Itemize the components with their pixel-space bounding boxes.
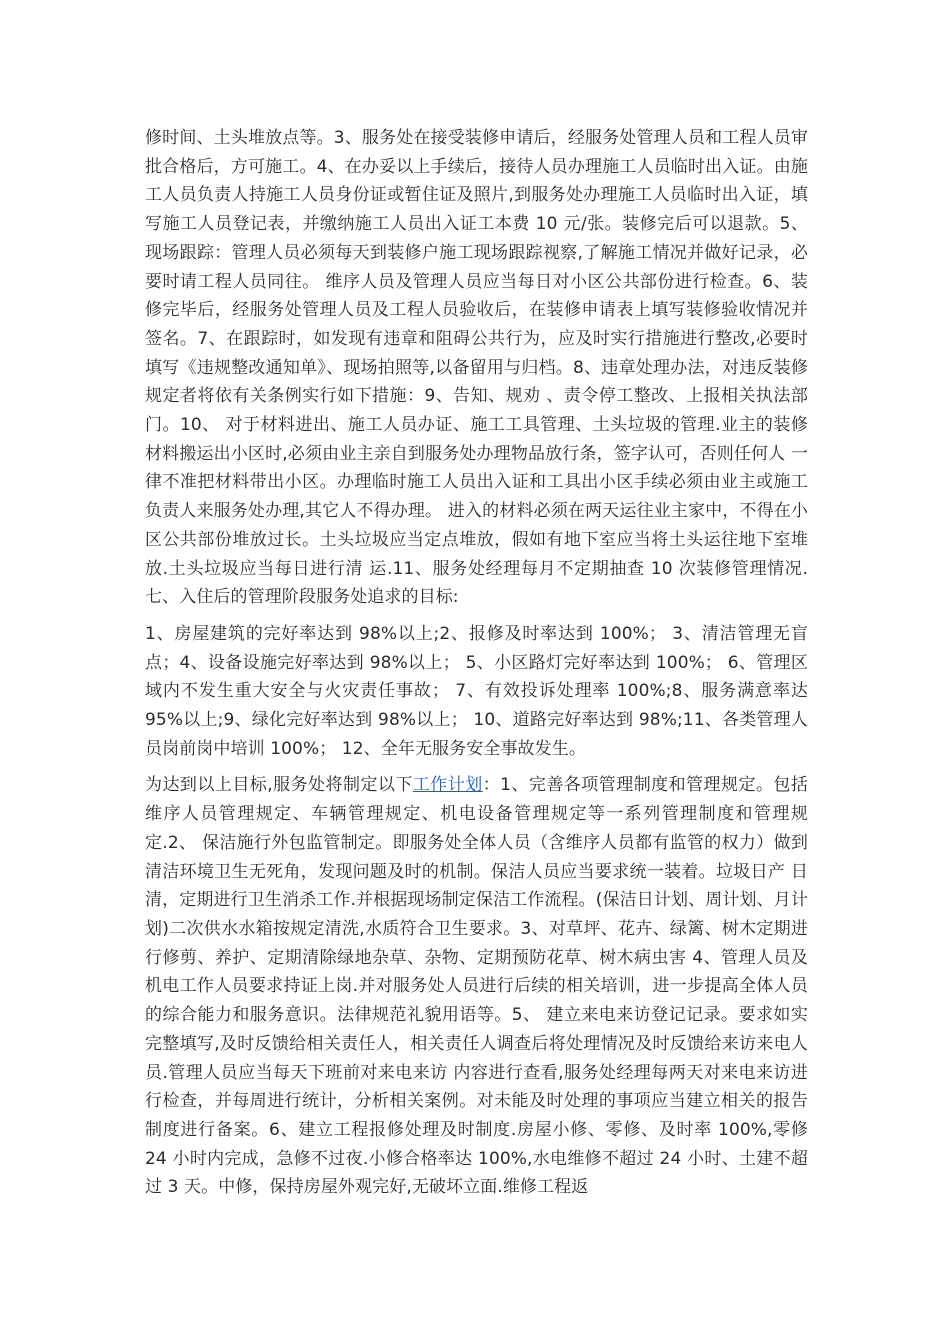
- work-plan-intro: 为达到以上目标,服务处将制定以下: [145, 775, 413, 796]
- paragraph-renovation-management: 修时间、土头堆放点等。3、服务处在接受装修申请后，经服务处管理人员和工程人员审批合格后，方可施工。4、在办妥以上手续后，接待人员办理施工人员临时出入证。由施工人员负责人持施工人员身份证或暂住证及照片,到服务处办理施工人员临时出入证，填写施工人员登记表，并缴纳施工人员出入证工本费 10 元/张。装修完后可以退款。5、现场跟踪：管理人员必须每天到装修户施工现场跟踪视察,了解施工情况并做好记录，必要时请工程人员同往。 维序人员及管理人员应当每日对小区公共部份进行检查。6、装修完毕后，经服务处管理人员及工程人员验收后，在装修申请表上填写装修验收情况并签名。7、在跟踪时，如发现有违章和阻碍公共行为，应及时实行措施进行整改,必要时填写《违规整改通知单》、现场拍照等,以备留用与归档。8、违章处理办法，对违反装修规定者将依有关条例实行如下措施：9、告知、规劝 、责令停工整改、上报相关执法部门。10、 对于材料进出、施工人员办证、施工工具管理、土头垃圾的管理.业主的装修材料搬运出小区时,必须由业主亲自到服务处办理物品放行条，签字认可，否则任何人 一律不准把材料带出小区。办理临时施工人员出入证和工具出小区手续必须由业主或施工负责人来服务处办理,其它人不得办理。 进入的材料必须在两天运往业主家中，不得在小区公共部份堆放过长。土头垃圾应当定点堆放，假如有地下室应当将土头运往地下室堆放.土头垃圾应当每日进行清 运.11、服务处经理每月不定期抽查 10 次装修管理情况.七、入住后的管理阶段服务处追求的目标:: [145, 128, 808, 608]
- paragraph-gap: [145, 612, 808, 620]
- paragraph-gap: [145, 763, 808, 771]
- work-plan-text: ：1、完善各项管理制度和管理规定。包括维序人员管理规定、车辆管理规定、机电设备管理规定等一系列管理制度和管理规定.2、 保洁施行外包监管制定。即服务处全体人员（含维序人员都有监管的权力）做到清洁环境卫生无死角，发现问题及时的机制。保洁人员应当要求统一装着。垃圾日产 日清，定期进行卫生消杀工作.并根据现场制定保洁工作流程。(保洁日计划、周计划、月计划)二次供水水箱按规定清洗,水质符合卫生要求。3、对草坪、花卉、绿篱、树木定期进行修剪、养护、定期清除绿地杂草、杂物、定期预防花草、树木病虫害 4、管理人员及机电工作人员要求持证上岗.并对服务处人员进行后续的相关培训，进一步提高全体人员的综合能力和服务意识。法律规范礼貌用语等。5、 建立来电来访登记记录。要求如实完整填写,及时反馈给相关责任人，相关责任人调查后将处理情况及时反馈给来访来电人员.管理人员应当每天下班前对来电来访 内容进行查看,服务处经理每两天对来电来访进行检查，并每周进行统计，分析相关案例。对未能及时处理的事项应当建立相关的报告制度进行备案。6、建立工程报修处理及时制度.房屋小修、零修、及时率 100%,零修 24 小时内完成，急修不过夜.小修合格率达 100%,水电维修不超过 24 小时、土建不超过 3 天。中修，保持房屋外观完好,无破坏立面.维修工程返: [145, 775, 808, 1198]
- paragraph-work-plan: [145, 771, 808, 1202]
- work-plan-link[interactable]: 工作计划: [412, 775, 483, 796]
- paragraph-service-targets: 1、房屋建筑的完好率达到 98%以上;2、报修及时率达到 100%； 3、清洁管理无盲点；4、设备设施完好率达到 98%以上； 5、小区路灯完好率达到 100%； 6、管理区域内不发生重大安全与火灾责任事故； 7、有效投诉处理率 100%;8、服务满意率达 95%以上;9、绿化完好率达到 98%以上； 10、道路完好率达到 98%;11、各类管理人员岗前岗中培训 100%； 12、全年无服务安全事故发生。: [145, 623, 808, 759]
- document-body: [145, 124, 808, 1202]
